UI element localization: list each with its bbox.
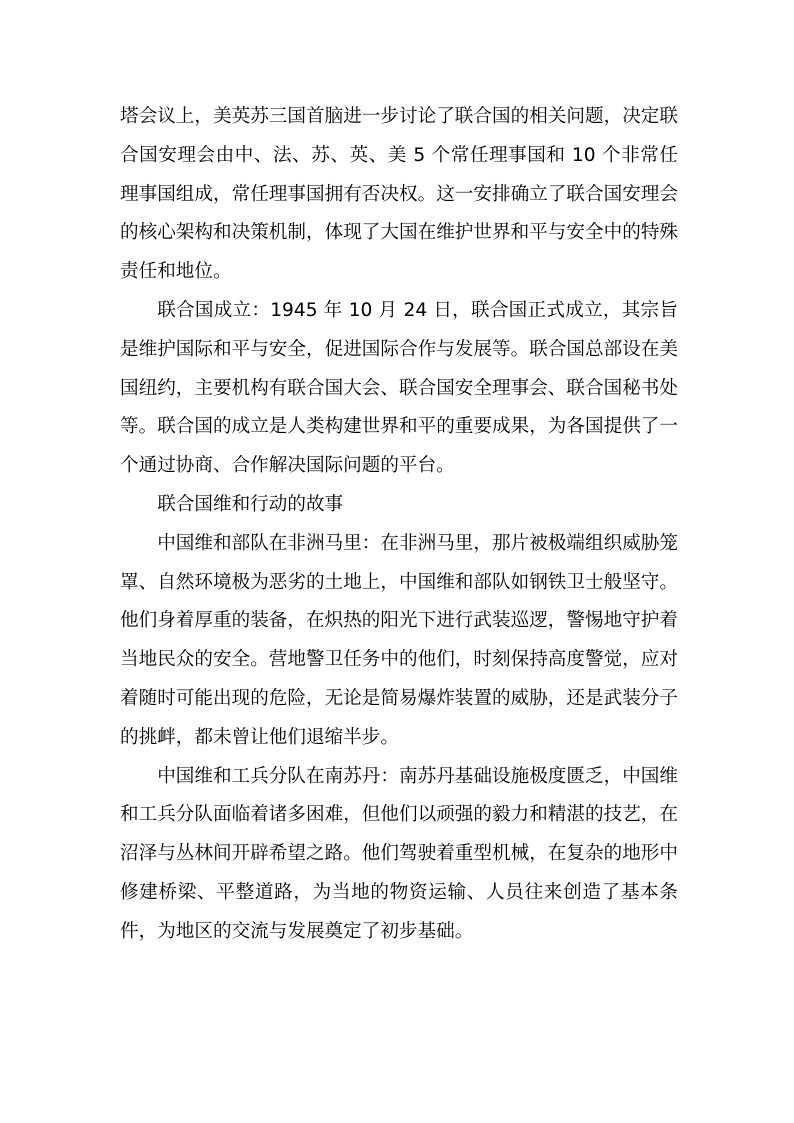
section-heading-peacekeeping-stories: 联合国维和行动的故事	[157, 493, 344, 515]
paragraph-mali-peacekeepers: 中国维和部队在非洲马里：在非洲马里，那片被极端组织威胁笼罩、自然环境极为恶劣的土地上，中国维和部队如钢铁卫士般坚守。他们身着厚重的装备，在炽热的阳光下进行武装巡逻，警惕地守护着当地民众的安全。营地警卫任务中的他们，时刻保持高度警觉，应对着随时可能出现的危险，无论是简易爆炸装置的威胁，还是武装分子的挑衅，都未曾让他们退缩半步。	[120, 532, 678, 748]
paragraph-south-sudan-engineers: 中国维和工兵分队在南苏丹：南苏丹基础设施极度匮乏，中国维和工兵分队面临着诸多困难，但他们以顽强的毅力和精湛的技艺，在沼泽与丛林间开辟希望之路。他们驾驶着重型机械，在复杂的地形中修建桥梁、平整道路，为当地的物资运输、人员往来创造了基本条件，为地区的交流与发展奠定了初步基础。	[120, 765, 678, 942]
paragraph-un-founding: 联合国成立：1945 年 10 月 24 日，联合国正式成立，其宗旨是维护国际和平与安全，促进国际合作与发展等。联合国总部设在美国纽约，主要机构有联合国大会、联合国安全理事会、联合国秘书处等。联合国的成立是人类构建世界和平的重要成果，为各国提供了一个通过协商、合作解决国际问题的平台。	[120, 299, 678, 477]
paragraph-security-council: 塔会议上，美英苏三国首脑进一步讨论了联合国的相关问题，决定联合国安理会由中、法、苏、英、美 5 个常任理事国和 10 个非常任理事国组成，常任理事国拥有否决权。这一安排确立了联合国安理会的核心架构和决策机制，体现了大国在维护世界和平与安全中的特殊责任和地位。	[120, 106, 678, 283]
document-body	[120, 98, 678, 952]
